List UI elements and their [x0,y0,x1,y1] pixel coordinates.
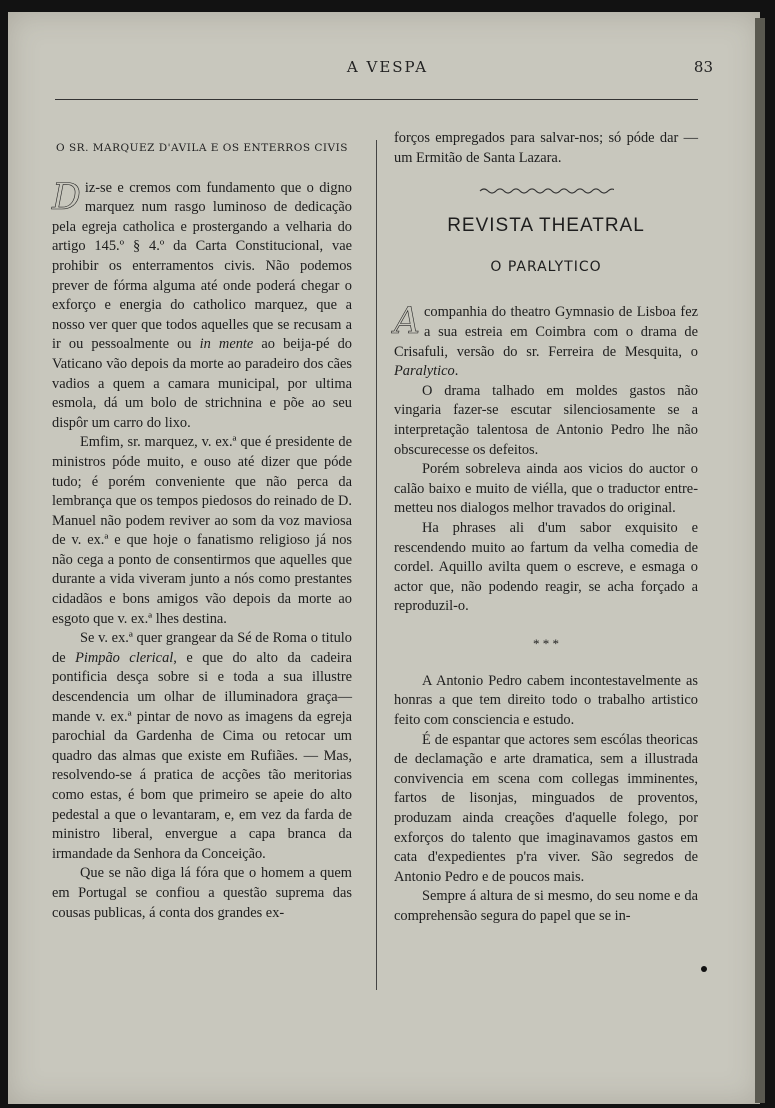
dropcap: D [52,176,81,218]
page-number: 83 [693,58,713,76]
review-paragraph-5: A Antonio Pedro cabem incontestavelmente as honras a que tem direito todo o trabalho artistico feito com consciencia e estudo. [394,672,698,729]
article-paragraph-3: Se v. ex.ª quer grangear da Sé de Roma o titulo de Pimpão clerical, e que do alto da cadeira pontificia desça sobre si e toda a sua illustre descendencia um olhar de illuminadora graça—mande v. ex.ª pintar de novo as imagens da egreja parochial da Gardenha de Cima ou retocar um quadro das almas que existe em Rufiães. — Mas, resolvendo-se á pratica de acções tão meritorias como estas, é bom que primeiro se apeie do alto pedestal a que o levantaram, e, em vez da farda de ministro liberal, envergue a capa branca da irmandade da Senhora da Conceição. [52,630,352,862]
page-edge [755,18,765,1103]
review-paragraph-6: É de espantar que actores sem escólas theoricas de declamação e arte dramatica, sem a illustrada convivencia em scena com collegas imminentes, fartos de lisonjas, minguados de proventos, produzam ainda creações d'aquelle folego, por exforços do talento que imaginavamos gastos em cata d'expedientes p'ra viver. São segredos de Antonio Pedro e de poucos mais. [394,731,698,885]
review-paragraph-1: A companhia do theatro Gymnasio de Lisboa fez a sua estreia em Coimbra com o drama de Crisafuli, versão do sr. Ferreira de Mesquita, o Paralytico. [394,301,698,380]
section-title: REVISTA THEATRAL [447,215,645,237]
header-title: A VESPA [346,58,429,76]
article-paragraph-2: Emfim, sr. marquez, v. ex.ª que é presidente de ministros póde muito, e ouso até dizer que póde tudo; é porém conveniente que não perca da lembrança que os tempos piedosos do reinado de D. Manuel não podem reviver ao som da voz maviosa de v. ex.ª e que hoje o fanatismo religioso já nos não cega a ponto de consentirmos que aquelles que durante a vida viveram junto a nós como prestantes cidadãos e bons amigos vão depois da morte ao esgoto que v. ex.ª lhes destina. [52,434,352,627]
article-title: O SR. MARQUEZ D'AVILA E OS ENTERROS CIVIS [56,142,348,154]
left-column [52,139,352,923]
article-paragraph-4: Que se não diga lá fóra que o homem a quem em Portugal se confiou a questão suprema das cousas publicas, á conta dos grandes ex- [52,865,352,921]
review-paragraph-3: Porém sobreleva ainda aos vicios do auctor o calão baixo e muito de viélla, que o traductor entre-metteu nos dialogos melhor travados do original. [394,461,698,517]
section-subtitle: O PARALYTICO [490,258,602,275]
review-paragraph-4: Ha phrases ali d'um sabor exquisito e rescendendo muito ao fartum da velha comedia de cordel. Aquillo avilta quem o escreve, e esmaga o actor que, não podendo reagir, se acha forçado a reproduzil-o. [394,519,698,615]
review-paragraph-7: Sempre á altura de si mesmo, do seu nome e da comprehensão segura do papel que se in- [394,888,698,924]
ink-blot [701,966,707,972]
ornament-divider [478,186,614,196]
header-rule [55,99,698,100]
review-paragraph-2: O drama talhado em moldes gastos não vingaria fazer-se escutar silenciosamente se a interpretação talentosa de Antonio Pedro lhe não obscurecesse os defeitos. [394,382,698,458]
column-divider [376,140,377,990]
continuation-text: forços empregados para salvar-nos; só póde dar —um Ermitão de Santa Lazara. [394,130,698,166]
asterism: * * * [533,635,559,651]
dropcap: A [394,301,420,343]
right-column [394,129,698,927]
article-paragraph-1: Diz-se e cremos com fundamento que o digno marquez num rasgo luminoso de dedicação pela egreja catholica e prostergando a velharia do artigo 145.º § 4.º da Carta Constitucional, vae prohibir os enterramentos civis. Não podemos prever de fórma alguma até onde poderá chegar o exforço e energia do catholico marquez, que a nosso ver quer que todos aquelles que se recusam a ir ou pessoalmente ou in mente ao beija-pé do Vaticano vão depois da morte ao paradeiro dos cães vadios a quem a camara municipal, por ultima esmola, dá um bolo de strichnina e põe ao seu dispôr um carro do lixo. [52,176,352,431]
